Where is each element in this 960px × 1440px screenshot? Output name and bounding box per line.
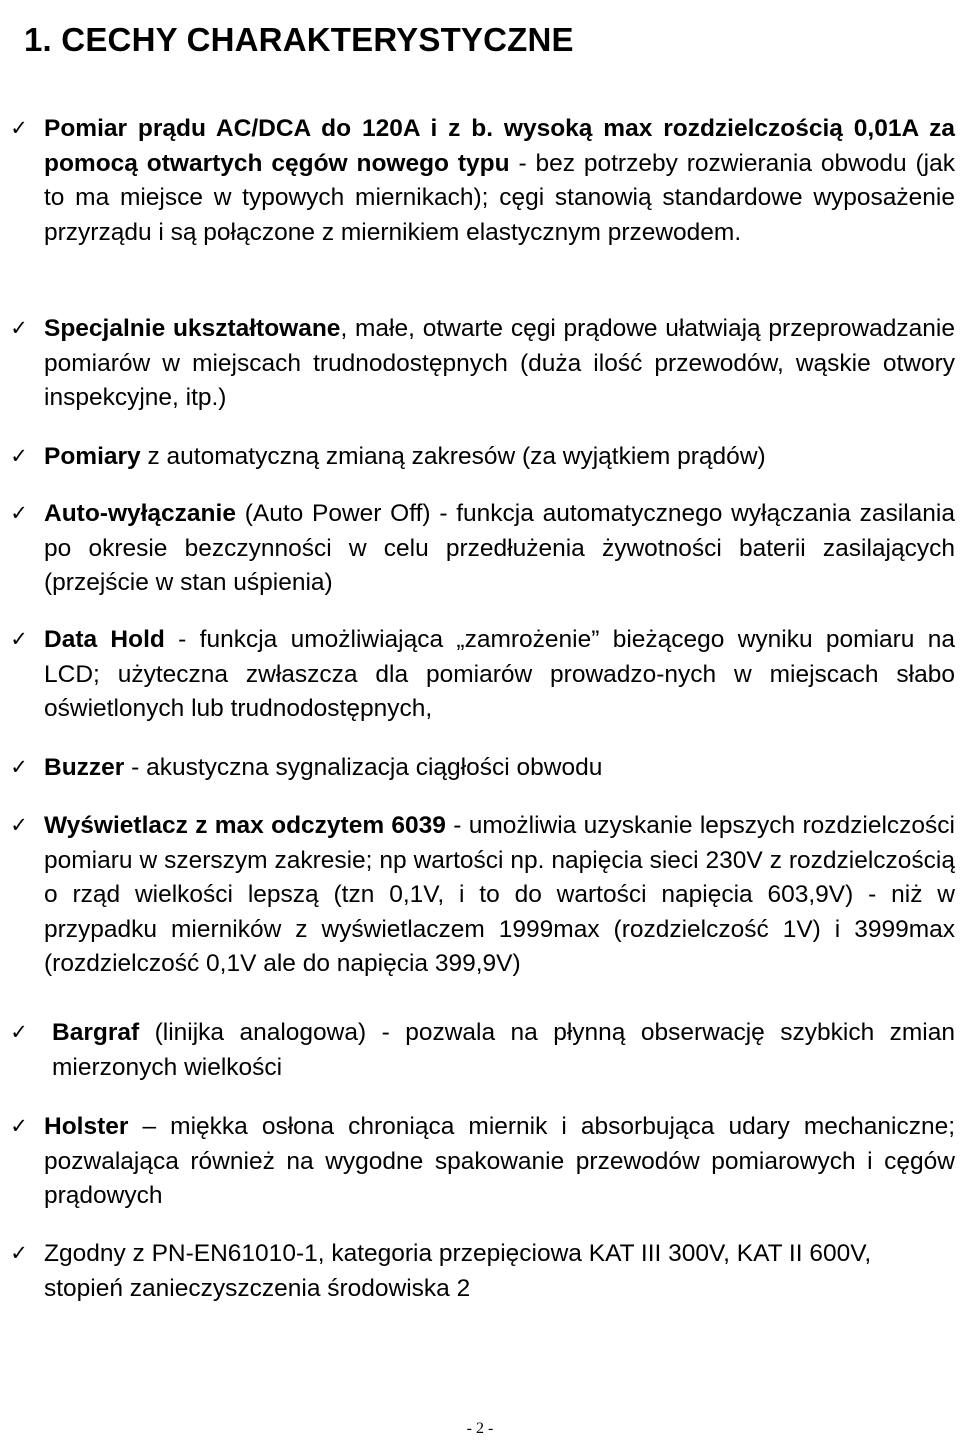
list-item-rest: Zgodny z PN-EN61010-1, kategoria przepięciowa KAT III 300V, KAT II 600V, stopień zanieczyszczenia środowiska 2 xyxy=(44,1240,872,1302)
list-item-text xyxy=(44,809,955,982)
checkmark-icon: ✓ xyxy=(10,755,28,779)
checkmark-icon: ✓ xyxy=(10,627,28,651)
list-item-bold: Specjalnie ukształtowane xyxy=(44,315,341,342)
list-item-text xyxy=(44,112,955,250)
list-item-text xyxy=(52,1016,955,1085)
checkmark-icon: ✓ xyxy=(10,444,28,468)
list-item-bold: Holster xyxy=(44,1113,129,1140)
checkmark-icon: ✓ xyxy=(10,116,28,140)
list-item-rest: (Auto Power Off) - funkcja automatycznego wyłączania zasilania po okresie bezczynności w celu przedłużenia żywotności baterii zasilających (przejście w stan uśpienia) xyxy=(44,500,955,596)
list-item-text xyxy=(44,440,955,475)
list-item-bold: Pomiary xyxy=(44,443,141,470)
list-item-rest: - umożliwia uzyskanie lepszych rozdzielczości pomiaru w szerszym zakresie; np wartości np. napięcia sieci 230V z rozdzielczością o rząd wielkości lepszą (tzn 0,1V, i to do wartości napięcia 603,9V) - niż w przypadku mierników z wyświetlaczem 1999max (rozdzielczość 1V) i 3999max (rozdzielczość 0,1V ale do napięcia 399,9V) xyxy=(44,812,955,977)
checkmark-icon: ✓ xyxy=(10,501,28,525)
list-item-rest: – miękka osłona chroniąca miernik i absorbująca udary mechaniczne; pozwalająca również na wygodne spakowanie przewodów pomiarowych i cęgów prądowych xyxy=(44,1113,955,1209)
section-heading: 1. CECHY CHARAKTERYSTYCZNE xyxy=(24,21,574,58)
checkmark-icon: ✓ xyxy=(10,1114,28,1138)
list-item-rest: - funkcja umożliwiająca „zamrożenie” bieżącego wyniku pomiaru na LCD; użyteczna zwłaszcza dla pomiarów prowadzo-nych w miejscach słabo oświetlonych lub trudnodostępnych, xyxy=(44,626,955,722)
list-item-rest: (linijka analogowa) - pozwala na płynną obserwację szybkich zmian mierzonych wielkości xyxy=(52,1019,955,1081)
list-item-bold: Wyświetlacz z max odczytem 6039 xyxy=(44,812,446,839)
list-item-rest: - bez potrzeby rozwierania obwodu (jak to ma miejsce w typowych miernikach); cęgi stanowią standardowe wyposażenie przyrządu i są połączone z miernikiem elastycznym przewodem. xyxy=(44,149,955,246)
page-number: - 2 - xyxy=(466,1420,494,1437)
list-item-text xyxy=(44,497,955,601)
checkmark-icon: ✓ xyxy=(10,1020,28,1044)
list-item-text xyxy=(44,751,955,786)
list-item-bold: Data Hold xyxy=(44,626,165,653)
checkmark-icon: ✓ xyxy=(10,316,28,340)
list-item-bold: Bargraf xyxy=(52,1019,140,1046)
list-item-bold: Pomiar prądu AC/DCA do 120A i z b. wysoką max rozdzielczością 0,01A za pomocą otwartych cęgów nowego typu xyxy=(44,115,955,177)
checkmark-icon: ✓ xyxy=(10,1241,28,1265)
list-item-bold: Auto-wyłączanie xyxy=(44,500,236,527)
list-item-rest: z automatyczną zmianą zakresów (za wyjątkiem prądów) xyxy=(140,443,766,470)
list-item-text xyxy=(44,312,955,416)
list-item-text xyxy=(44,623,955,727)
list-item-rest: , małe, otwarte cęgi prądowe ułatwiają przeprowadzanie pomiarów w miejscach trudnodostępnych (duża ilość przewodów, wąskie otwory inspekcyjne, itp.) xyxy=(44,315,955,411)
checkmark-icon: ✓ xyxy=(10,813,28,837)
list-item-text xyxy=(44,1110,955,1214)
list-item-rest: - akustyczna sygnalizacja ciągłości obwodu xyxy=(124,754,603,781)
list-item-bold: Buzzer xyxy=(44,754,125,781)
list-item-text xyxy=(44,1237,955,1306)
